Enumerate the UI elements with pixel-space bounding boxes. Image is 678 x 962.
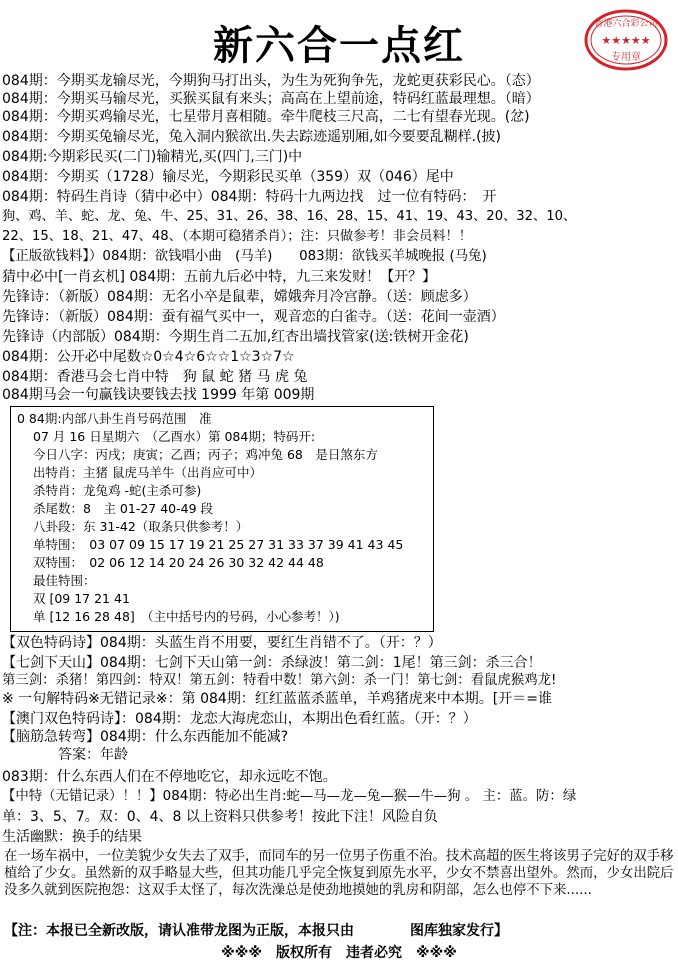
box-line: 今日八字：丙戌；庚寅；乙酉；丙子；鸡冲兔 68 是日煞东方 xyxy=(33,447,378,462)
text-line: 084期：香港马会七肖中特 狗 鼠 蛇 猪 马 虎 兔 xyxy=(2,369,308,385)
edition-notice: 【注：本报已全新改版，请认准带龙图为正版，本报只由 图库独家发行】 xyxy=(4,923,508,939)
copyright-footer: ※※※ 版权所有 违者必究 ※※※ xyxy=(221,945,457,961)
text-line: 先锋诗（内部版）084期：今期生肖二五加,红杏出墙找管家(送:铁树开金花) xyxy=(2,329,469,345)
text-line: 084期：今期买马输尽光，买猴买鼠有来头；高高在上望前途，特码红蓝最理想。（暗） xyxy=(2,91,540,107)
text-line: 22、15、18、21、47、48、（本期可稳猪杀肖）；注：只做参考！非会员料！！ xyxy=(2,229,472,244)
text-line: 084期：今期买龙输尽光，今期狗马打出头，为生为死狗争先，龙蛇更获彩民心。（态） xyxy=(2,73,540,89)
text-line: 084期：今期买鸡输尽光，七星带月喜相随。牵牛爬枝三尺高，二七有望春光现。(忿) xyxy=(2,109,530,125)
box-line: 最佳特围： xyxy=(33,573,96,588)
text-line: 先锋诗：（新版）084期：无名小卒是鼠辈，嫦娥奔月冷宫静。（送：顾虑多） xyxy=(2,289,477,305)
stamp-center-text: 专用章 xyxy=(611,52,641,63)
text-line: 084期:今期彩民买(二门)输精光,买(四门,三门)中 xyxy=(2,149,303,165)
box-line: 杀特肖：龙兔鸡 -蛇(主杀可参) xyxy=(33,483,202,498)
text-line: 083期：什么东西人们在不停地吃它，却永远吃不饱。 xyxy=(2,769,337,785)
text-line: 答案：年龄 xyxy=(2,747,128,763)
text-line: 084期：今期买（1728）输尽光，今期彩民买单（359）双（046）尾中 xyxy=(2,169,454,185)
box-line: 双 [09 17 21 41 xyxy=(33,591,130,606)
text-line: 【正版欲钱料】）084期：欲钱唱小曲 (马羊) 083期：欲钱买羊城晚报 (马兔) xyxy=(2,249,487,264)
box-line: 双特围： 02 06 12 14 20 24 26 30 32 42 44 48 xyxy=(33,555,324,570)
humor-story: 在一场车祸中，一位美貌少女失去了双手，而同车的另一位男子伤重不治。技术高超的医生将该男子完好的双手移植给了少女。虽然新的双手略显大些，但其功能几乎完全恢复到原先水平，少女不禁喜出望外。然而，少女出院后没多久就到医院抱怨：这双手太怪了，每次洗澡总是使劲地摸她的乳房和阴部，怎么也停不下来...... xyxy=(4,849,674,898)
box-line: 单特围： 03 07 09 15 17 19 21 25 27 31 33 37 39 41 43 45 xyxy=(33,537,404,552)
box-line: 杀尾数：8 主 01-27 40-49 段 xyxy=(33,501,214,516)
text-line: 【双色特码诗】084期：头蓝生肖不用要，要红生肖错不了。（开：？） xyxy=(2,635,442,651)
text-line: 084期：公开必中尾数☆0☆4☆6☆☆1☆3☆7☆ xyxy=(2,349,295,365)
text-line: 生活幽默：换手的结果 xyxy=(2,829,142,845)
text-line: 084期马会一句赢钱诀要钱去找 1999 年第 009期 xyxy=(2,387,315,403)
text-line: 084期：今期买兔输尽光，兔入洞内猴欲出.失去踪迹遥别厢,如今要要乱糊样.(披) xyxy=(2,129,501,145)
page-title: 新六合一点红 xyxy=(213,22,465,69)
svg-text:★★★★★: ★★★★★ xyxy=(601,34,651,47)
box-line: 07 月 16 日星期六 （乙酉水）第 084期；特码开: xyxy=(33,429,316,444)
text-line: 【脑筋急转弯】084期：什么东西能加不能减? xyxy=(2,729,289,745)
text-line: ※ 一句解特码※无错记录※：第 084期：红红蓝蓝杀蓝单，羊鸡猪虎来中本期。[开＝=谁 xyxy=(2,691,553,707)
text-line: 【中特（无错记录）！！】084期：特必出生肖:蛇—马—龙—兔—猴—牛—狗 。 主：蓝。防：绿 xyxy=(2,789,577,804)
box-line: 八卦段：东 31-42（取条只供参考！） xyxy=(33,519,249,534)
text-line: 猜中必中[一肖玄机] 084期：五前九后必中特，九三来发财！【开？】 xyxy=(2,269,437,285)
text-line: 狗、鸡、羊、蛇、龙、兔、牛、25、31、26、38、16、28、15、41、19、43、20、32、10、 xyxy=(2,209,577,224)
text-line: 第三剑：杀猪！第四剑：特双！第五剑：特看中数！第六剑：杀一门！第七剑：看鼠虎猴鸡龙! xyxy=(2,673,557,688)
bagua-number-box xyxy=(10,406,434,632)
box-line: 0 84期:内部八卦生肖号码范围 准 xyxy=(17,411,212,426)
text-line: 【七剑下天山】084期：七剑下天山第一剑：杀绿波！第二剑：1尾！第三剑：杀三合！ xyxy=(2,655,542,671)
seal-stamp xyxy=(583,8,669,72)
box-line: 出特肖：主猪 鼠虎马羊牛（出肖应可中） xyxy=(33,465,262,480)
text-line: 先锋诗：（新版）084期：蚕有福气买中一，观音恋的白雀寺。（送：花间一壶酒） xyxy=(2,309,505,325)
text-line: 084期：特码生肖诗（猜中必中）084期：特码十九两边找 过一位有特码： 开 xyxy=(2,189,497,205)
box-line: 单 [12 16 28 48] （主中括号内的号码，小心参考！）) xyxy=(33,609,340,624)
stamp-arc-text: 香港六合彩公司 xyxy=(594,19,658,29)
text-line: 【澳门双色特码诗】：084期：龙恋大海虎恋山，本期出色看红蓝。（开：？） xyxy=(2,711,477,727)
text-line: 单：3、5、7。双：0、4、8 以上资料只供参考！按此下注！风险自负 xyxy=(2,809,438,825)
